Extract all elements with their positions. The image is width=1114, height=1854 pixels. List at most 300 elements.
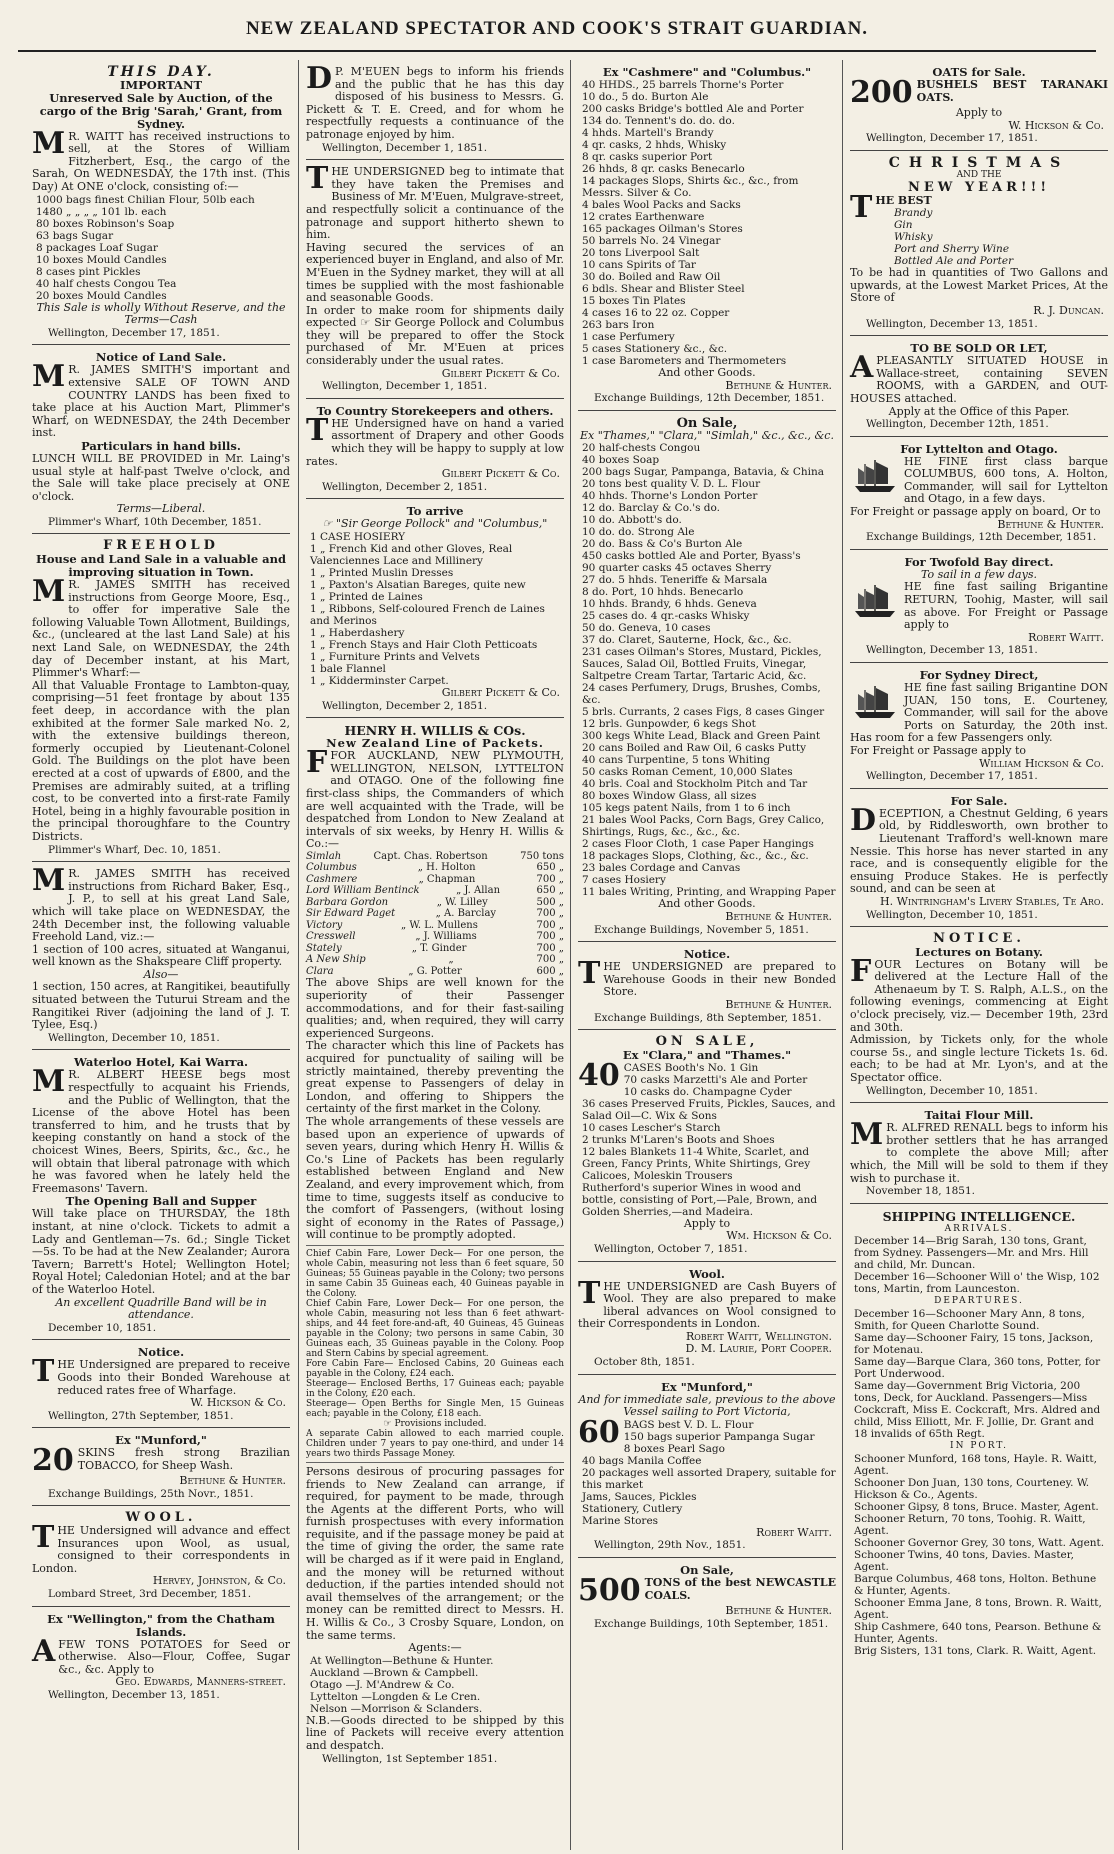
- shipping-intelligence: [850, 1208, 1108, 1662]
- ship-ship: Stately: [306, 942, 342, 954]
- table-row: [306, 920, 564, 932]
- list-item: Port and Sherry Wine: [894, 243, 1010, 256]
- fare-note: Steerage— Enclosed Berths, 17 Guineas each; payable in the Colony, £20 each.: [306, 1378, 564, 1399]
- list-item: BAGS best V. D. L. Flour: [623, 1418, 754, 1431]
- list-item: 12 brls. Gunpowder, 6 kegs Shot: [582, 718, 756, 731]
- list-item: Auckland —Brown & Campbell.: [310, 1666, 479, 1679]
- list-item: CASES Booth's No. 1 Gin: [623, 1061, 759, 1074]
- drop-cap: M: [850, 1117, 884, 1153]
- list-item: 105 kegs patent Nails, from 1 to 6 inch: [582, 802, 791, 815]
- goods-list: [578, 79, 836, 367]
- list-item: 1 „ Kidderminster Carpet.: [310, 675, 449, 687]
- list-item: 1 „ Haberdashery: [310, 627, 405, 639]
- list-item: 4 hhds. Martell's Brandy: [582, 127, 714, 139]
- drop-cap: M: [32, 863, 66, 899]
- advert-date: Wellington, December 10, 1851.: [866, 908, 1038, 921]
- list-item: 10 boxes Mould Candles: [36, 253, 167, 266]
- list-item: Schooner Don Juan, 130 tons, Courteney. W. Hickson & Co., Agents.: [854, 1476, 1090, 1501]
- list-item: 231 cases Oilman's Stores, Mustard, Pickles, Sauces, Salad Oil, Bottled Fruits, Vinegar, Saltpetre Cream Tartar, Tartaric Acid, &c.: [582, 646, 822, 683]
- advert-item: 1 section, 150 acres, at Rangitikei, beautifully situated between the Tuturui Stream and the Rangitikei River (adjoining the land of J. T. Tylee, Esq.): [32, 980, 290, 1032]
- list-item: 6 bdls. Shear and Blister Steel: [582, 283, 745, 295]
- ship-captain: „ W. L. Mullens: [401, 919, 478, 931]
- advert-body: HE UNDERSIGNED are Cash Buyers of Wool. They are also prepared to make liberal advances on Wool consigned to their Correspondents in London.: [578, 1279, 836, 1331]
- list-item: 40 hhds. Thorne's London Porter: [582, 490, 758, 503]
- drop-cap: M: [32, 125, 66, 161]
- list-item: 27 do. 5 hhds. Teneriffe & Marsala: [582, 574, 768, 587]
- list-item: 40 brls. Coal and Stockholm Pitch and Tar: [582, 778, 808, 791]
- advert-heading: ON SALE,: [655, 1034, 759, 1050]
- list-item: Schooner Return, 70 tons, Toohig. R. Waitt, Agent.: [854, 1512, 1086, 1537]
- table-row: [306, 885, 564, 897]
- advert-signature: Hervey, Johnston, & Co.: [152, 1574, 286, 1588]
- ship-tons: 700 „: [536, 942, 564, 954]
- list-item: 11 bales Writing, Printing, and Wrapping Paper: [582, 886, 836, 899]
- goods-list: [578, 442, 836, 898]
- list-item: 40 half chests Congou Tea: [36, 277, 177, 290]
- advert-heading: To arrive: [406, 504, 464, 519]
- advert-body: R. ALFRED RENALL begs to inform his brother settlers that he has arranged to complete the above Mill; after which, the Mill will be sold to them if they wish to purchase it.: [850, 1121, 1108, 1185]
- list-item: Schooner Governor Grey, 30 tons, Watt. Agent.: [854, 1536, 1105, 1549]
- advert-signature: Gilbert Pickett & Co.: [441, 467, 560, 481]
- agents-list: [306, 1655, 564, 1715]
- advert-body: HE BEST: [875, 193, 932, 207]
- list-item: 24 cases Perfumery, Drugs, Brushes, Combs, &c.: [582, 682, 821, 707]
- list-item: Same day—Government Brig Victoria, 200 tons, Deck, for Auckland. Passengers—Miss Cockcraft, Miss E. Cockcraft, Mrs. Aldred and child, Miss Elliott, Mr. F. Jollie, Dr. Grant and 18 invalids of 65th Regt.: [854, 1379, 1101, 1440]
- advert-body: The above Ships are well known for the superiority of their Passenger accommodations, and for their fast-sailing qualities; and, when required, they will carry experienced Surgeons.: [306, 976, 564, 1040]
- advert-body: HE UNDERSIGNED beg to intimate that they have taken the Premises and Business of Mr. M'Euen, Mulgrave-street, and respectfully solicit a continuance of the patronage and support hitherto shewn to him.: [306, 165, 564, 242]
- advert-date: Wellington, December 17, 1851.: [866, 770, 1038, 783]
- list-item: 8 qr. casks superior Port: [582, 151, 713, 163]
- list-item: 10 casks do. Champagne Cyder: [623, 1085, 792, 1098]
- list-item: 1 case Perfumery: [582, 331, 675, 343]
- advert-heading: Waterloo Hotel, Kai Warra.: [73, 1055, 249, 1070]
- advert-sydney-direct: [850, 667, 1108, 789]
- quantity-number: 200: [850, 75, 913, 110]
- ship-captain: Capt. Chas. Robertson: [373, 850, 488, 862]
- advert-title: Lectures on Botany.: [915, 944, 1043, 959]
- advert-on-sale-thames: [578, 415, 836, 942]
- list-item: 20 half-chests Congou: [582, 442, 701, 455]
- advert-date: Wellington, December 17, 1851.: [866, 132, 1038, 145]
- advert-heading: On Sale,: [676, 415, 738, 431]
- advert-date: Exchange Buildings, 8th September, 1851.: [594, 1011, 822, 1024]
- advert-date: Wellington, December 17, 1851.: [48, 326, 220, 339]
- list-item: 12 bales Blankets 11-4 White, Scarlet, and Green, Fancy Prints, White Shirtings, Grey Calicoes, Moleskin Trousers: [582, 1145, 811, 1182]
- list-item: Gin: [894, 219, 913, 232]
- advert-body: For Freight or Passage apply to: [850, 743, 1027, 757]
- advert-signature: Bethune & Hunter.: [725, 378, 832, 392]
- list-item: 80 boxes Robinson's Soap: [36, 217, 175, 230]
- advert-heading: For Twofold Bay direct.: [904, 554, 1054, 569]
- list-item: 1 „ French Stays and Hair Cloth Petticoats: [310, 639, 538, 651]
- advert-title: New Zealand Line of Packets.: [326, 736, 544, 751]
- list-item: 200 bags Sugar, Pampanga, Batavia, & China: [582, 466, 825, 479]
- drop-cap: T: [850, 189, 873, 225]
- advert-heading: For Sale.: [950, 793, 1008, 808]
- advert-waterloo-hotel: [32, 1054, 290, 1340]
- advert-subheading: ☞ "Sir George Pollock" and "Columbus,": [322, 517, 548, 531]
- advert-body: HE Undersigned will advance and effect Insurances upon Wool, as usual, consigned to their correspondents in London.: [32, 1524, 290, 1575]
- list-item: 50 do. Geneva, 10 cases: [582, 622, 711, 635]
- ship-tons: 700 „: [536, 954, 564, 966]
- advert-heading: On Sale,: [680, 1563, 734, 1578]
- list-item: 1000 bags finest Chilian Flour, 50lb each: [36, 193, 255, 206]
- list-item: 36 cases Preserved Fruits, Pickles, Sauces, and Salad Oil—C. Wix & Sons: [582, 1097, 836, 1122]
- list-item: 4 bales Wool Packs and Sacks: [582, 199, 741, 211]
- goods-list: [306, 531, 564, 687]
- list-item: 300 kegs White Lead, Black and Green Paint: [582, 730, 821, 743]
- advert-body: Persons desirous of procuring passages for friends to New Zealand can arrange, if required, for payment to be made, through the Agents at the different Ports, who will furnish prospectuses with every information requisite, and if the passage money be paid at the time of giving the order, the same rate will be charged as if it were paid in England, and the money will be returned without deduction, if the parties intended should not avail themselves of the arrangement; or the money can be remitted direct to Messrs. H. H. Willis & Co., 3 Crosby Square, London, on the same terms.: [306, 1464, 564, 1642]
- list-item: December 16—Schooner Will o' the Wisp, 102 tons, Martin, from Launceston.: [854, 1271, 1100, 1296]
- ship-tons: 650 „: [536, 862, 564, 874]
- advert-heading: To Country Storekeepers and others.: [316, 403, 554, 418]
- advert-body: HE FINE first class barque COLUMBUS, 600 tons, A. Holton, Commander, will sail for Lyttelton and Otago, in a few days.: [904, 454, 1108, 506]
- drop-cap: T: [32, 1354, 55, 1390]
- advert-subheading: IMPORTANT: [119, 77, 203, 92]
- drop-cap: T: [32, 1520, 55, 1556]
- drop-cap: M: [32, 1064, 66, 1100]
- ship-captain: „ J. Williams: [415, 931, 477, 943]
- ship-ship: Lord William Bentinck: [306, 885, 420, 897]
- list-item: Schooner Twins, 40 tons, Davies. Master, Agent.: [854, 1548, 1074, 1573]
- fare-note: Chief Cabin Fare, Lower Deck— For one person, the whole Cabin, measuring not less than 6 feet square, 50 Guineas; 55 Guineas payable in the Colony; two persons in same Cabin 35 Guineas each, 40 Guineas payable in the Colony.: [306, 1248, 564, 1299]
- list-item: 70 casks Marzetti's Ale and Porter: [623, 1073, 808, 1086]
- advert-christmas: [850, 155, 1108, 336]
- goods-list: [850, 207, 1108, 267]
- column-divider: [570, 60, 571, 1850]
- list-item: 23 bales Cordage and Canvas: [582, 862, 741, 875]
- advert-signature: Bethune & Hunter.: [725, 909, 832, 923]
- ship-tons: 600 „: [536, 965, 564, 977]
- drop-cap: T: [306, 161, 329, 197]
- masthead-rule: [18, 50, 1096, 52]
- list-item: Same day—Schooner Fairy, 15 tons, Jackson, for Motenau.: [854, 1331, 1094, 1356]
- list-item: 40 bags Manila Coffee: [582, 1454, 702, 1467]
- list-item: 10 cases Lescher's Starch: [582, 1121, 721, 1134]
- advert-body: TONS of the best NEWCASTLE COALS.: [644, 1576, 836, 1602]
- ship-captain: „ Chapman: [418, 873, 476, 885]
- list-item: 4 cases 16 to 22 oz. Copper: [582, 307, 730, 319]
- arrivals-list: [850, 1235, 1108, 1295]
- ship-captain: „ A. Barclay: [435, 908, 497, 920]
- list-item: 450 casks bottled Ale and Porter, Byass's: [582, 550, 801, 563]
- advert-signature: Gilbert Pickett & Co.: [441, 686, 560, 699]
- newspaper-title: NEW ZEALAND SPECTATOR AND COOK'S STRAIT GUARDIAN.: [245, 18, 869, 39]
- advert-body: PLEASANTLY SITUATED HOUSE in Wallace-street, containing SEVEN ROOMS, with a GARDEN, and OUT-HOUSES attached.: [850, 354, 1108, 405]
- advert-date: Plimmer's Wharf, Dec. 10, 1851.: [48, 843, 221, 856]
- advert-lyttelton-otago: [850, 441, 1108, 550]
- section-heading: SHIPPING INTELLIGENCE.: [882, 1208, 1076, 1224]
- advert-body: HE fine fast sailing Brigantine RETURN, Toohig, Master, will sail as above. For Freight or Passage apply to: [904, 580, 1108, 632]
- list-item: 7 cases Hosiery: [582, 874, 666, 887]
- advert-signature: Bethune & Hunter.: [725, 997, 832, 1011]
- list-item: 1 „ Ribbons, Self-coloured French de Laines and Merinos: [310, 603, 545, 627]
- advert-signature: Geo. Edwards, Manners-street.: [115, 1675, 286, 1689]
- advert-heading: TO BE SOLD OR LET,: [910, 341, 1048, 356]
- section-subheading: IN PORT.: [950, 1440, 1008, 1451]
- list-item: Otago —J. M'Andrew & Co.: [310, 1678, 455, 1691]
- advert-date: Wellington, December 1, 1851.: [322, 141, 488, 154]
- advert-body: N.B.—Goods directed to be shipped by this line of Packets will receive every attention and despatch.: [306, 1713, 564, 1752]
- list-item: 1 „ Furniture Prints and Velvets: [310, 651, 480, 663]
- ship-tons: 700 „: [536, 931, 564, 943]
- list-item: 25 cases do. 4 qr.-casks Whisky: [582, 610, 750, 623]
- fare-note: A separate Cabin allowed to each married couple. Children under 7 years to pay one-third, and under 14 years two thirds Passage Money.: [306, 1428, 564, 1459]
- list-item: 10 do. do. Strong Ale: [582, 526, 695, 539]
- advert-freehold: [32, 538, 290, 862]
- advert-heading: HENRY H. WILLIS & COs.: [344, 723, 526, 739]
- list-item: 14 packages Slops, Shirts &c., &c., from Messrs. Silver & Co.: [582, 175, 799, 199]
- advert-bonded-notice: [32, 1344, 290, 1428]
- list-item: Nelson —Morrison & Sclanders.: [310, 1702, 483, 1715]
- ship-tons: 650 „: [536, 885, 564, 897]
- ship-ship: Clara: [306, 965, 334, 977]
- list-item: 10 hhds. Brandy, 6 hhds. Geneva: [582, 598, 757, 611]
- ship-captain: „ T. Ginder: [411, 942, 467, 954]
- advert-heading: For Lyttelton and Otago.: [900, 441, 1058, 456]
- advert-signature: William Hickson & Co.: [979, 756, 1104, 770]
- list-item: Marine Stores: [582, 1514, 659, 1527]
- list-item: 40 cans Turpentine, 5 tons Whiting: [582, 754, 771, 767]
- advert-body: To be had in quantities of Two Gallons and upwards, at the Lowest Market Prices, At the Store of: [850, 266, 1108, 305]
- advert-signature: Robert Waitt, Wellington.: [685, 1329, 832, 1343]
- advert-heading: NOTICE.: [933, 931, 1025, 947]
- list-item: 12 do. Barclay & Co.'s do.: [582, 502, 720, 515]
- ship-icon: [850, 581, 900, 621]
- list-item: 8 packages Loaf Sugar: [36, 241, 158, 254]
- advert-body: ECEPTION, a Chestnut Gelding, 6 years old, by Riddlesworth, own brother to Lieutenant Trafford's well-known mare Nessie. This horse has never started in any race, and is consequently eligible for the ensuing Produce Stakes. He is perfectly sound, and can be seen at: [850, 806, 1108, 896]
- advert-freehold-land: [32, 863, 290, 1050]
- advert-body: For Freight or passage apply on board, Or to: [850, 505, 1101, 519]
- ship-captain: „ J. Allan: [456, 885, 501, 897]
- table-row: [306, 897, 564, 909]
- ship-ship: Barbara Gordon: [306, 896, 389, 908]
- advert-signature: W. Hickson & Co.: [1008, 118, 1104, 132]
- advert-body: HE Undersigned are prepared to receive Goods into their Bonded Warehouse at reduced rates free of Wharfage.: [57, 1358, 290, 1397]
- ship-captain: „ G. Potter: [408, 965, 462, 977]
- drop-cap: D: [306, 61, 333, 96]
- advert-subheading: Particulars in hand bills.: [81, 438, 241, 453]
- advert-heading: THIS DAY.: [107, 64, 215, 80]
- column-1: [26, 60, 296, 1850]
- advert-date: Exchange Buildings, 12th December, 1851.: [866, 531, 1097, 544]
- list-item: 26 hhds, 8 qr. casks Benecarlo: [582, 163, 745, 175]
- ship-tons: 700 „: [536, 873, 564, 885]
- ship-captain: „ W. Lilley: [436, 896, 488, 908]
- ship-icon: [850, 682, 900, 722]
- advert-body: R. JAMES SMITH has received instructions from George Moore, Esq., to offer for imperative Sale the following Valuable Town Allotment, Buildings, &c., (uncleared at the last Land Sale) at his next Land Sale, on WEDNESDAY, the 24th day of December instant, at his Mart, Plimmer's Wharf:—: [32, 578, 290, 680]
- drop-cap: F: [850, 953, 872, 989]
- advert-date: Exchange Buildings, November 5, 1851.: [594, 923, 809, 936]
- list-item: Schooner Munford, 168 tons, Hayle. R. Waitt, Agent.: [854, 1452, 1097, 1477]
- list-item: Schooner Emma Jane, 8 tons, Brown. R. Waitt, Agent.: [854, 1596, 1102, 1621]
- list-item: 20 packages well assorted Drapery, suitable for this market: [582, 1466, 836, 1491]
- advert-heading: For Sydney Direct,: [919, 668, 1039, 682]
- ship-captain: „ H. Holton: [417, 862, 476, 874]
- drop-cap: D: [850, 802, 877, 838]
- advert-munford-tobacco: [32, 1432, 290, 1506]
- advert-and: AND THE: [956, 170, 1002, 181]
- advert-heading: WOOL.: [125, 1510, 197, 1526]
- ship-captain: „: [448, 954, 454, 966]
- advert-munford-flour: [578, 1379, 836, 1558]
- quantity-number: 60: [578, 1414, 620, 1450]
- advert-date: Wellington, December 1, 1851.: [322, 380, 488, 393]
- advert-terms: Terms—Liberal.: [116, 502, 206, 516]
- list-item: 40 boxes Soap: [582, 454, 660, 467]
- list-item: Whisky: [894, 231, 933, 244]
- list-item: Same day—Barque Clara, 360 tons, Potter, for Port Underwood.: [854, 1355, 1101, 1380]
- advert-heading: Wool.: [689, 1266, 725, 1281]
- list-item: 80 boxes Window Glass, all sizes: [582, 790, 757, 803]
- advert-body: R. JAMES SMITH'S important and extensive SALE OF TOWN AND COUNTRY LANDS has been fixed to take place at his Auction Mart, Plimmer's Wharf, on WEDNESDAY, the 24th December inst.: [32, 363, 290, 440]
- list-item: 8 cases pint Pickles: [36, 265, 141, 278]
- advert-body: R. JAMES SMITH has received instructions from Richard Baker, Esq., J. P., to sell at his great Land Sale, which will take place on WEDNESDAY, the 24th December inst, the following valuable Freehold Land, viz.:—: [32, 867, 290, 944]
- advert-signature: Bethune & Hunter.: [997, 517, 1104, 531]
- advert-pickett-premises: [306, 161, 564, 399]
- advert-body: The character which this line of Packets has acquired for punctuality of sailing will be strictly maintained, thereby preventing the great expense to Passengers of delay in London, and offering to Shippers the certainty of the first market in the Colony.: [306, 1039, 564, 1116]
- list-item: 12 crates Earthenware: [582, 211, 705, 223]
- list-item: 150 bags superior Pampanga Sugar: [623, 1430, 815, 1443]
- list-item: 200 casks Bridge's bottled Ale and Porter: [582, 103, 804, 115]
- ship-tons: 700 „: [536, 919, 564, 931]
- ship-tons: 500 „: [536, 896, 564, 908]
- advert-land-sale: [32, 349, 290, 534]
- list-item: 20 do. Bass & Co's Burton Ale: [582, 538, 743, 551]
- list-item: 134 do. Tennent's do. do. do.: [582, 115, 735, 127]
- list-item: 8 do. Port, 10 hhds. Benecarlo: [582, 586, 744, 599]
- table-row: [306, 862, 564, 874]
- advert-heading: NEW YEAR!!!: [907, 179, 1051, 195]
- advert-heading: OATS for Sale.: [932, 65, 1026, 79]
- advert-heading: Ex "Cashmere" and "Columbus.": [602, 65, 812, 79]
- advert-date: Exchange Buildings, 25th Novr., 1851.: [48, 1487, 254, 1500]
- quantity-number: 40: [578, 1057, 620, 1093]
- advert-other: And other Goods.: [658, 897, 756, 911]
- ship-ship: Columbus: [306, 862, 357, 874]
- advert-apply: Apply to: [683, 1216, 731, 1230]
- table-row: [306, 943, 564, 955]
- advert-body: HE fine fast sailing Brigantine DON JUAN, 150 tons, E. Courteney, Commander, will sail for the above Ports on Saturday, the 20th inst. Has room for a few Passengers only.: [850, 681, 1108, 745]
- advert-body: P. M'EUEN begs to inform his friends and the public that he has this day disposed of his business to Messrs. G. Pickett & T. E. Creed, and for whom he respectfully requests a continuance of the patronage enjoyed by him.: [306, 65, 564, 141]
- advert-body: HE UNDERSIGNED are prepared to Warehouse Goods in their new Bonded Store.: [603, 960, 836, 999]
- list-item: 10 do. Abbott's do.: [582, 514, 682, 527]
- section-subheading: DEPARTURES.: [934, 1296, 1024, 1307]
- list-item: 5 cases Stationery &c., &c.: [582, 343, 728, 355]
- table-row: [306, 874, 564, 886]
- advert-potatoes: [32, 1611, 290, 1707]
- advert-also: Also—: [143, 967, 179, 981]
- list-item: 165 packages Oilman's Stores: [582, 223, 743, 235]
- advert-subheading: Ex "Thames," "Clara," "Simlah," &c., &c., &c.: [580, 428, 834, 442]
- drop-cap: T: [578, 956, 601, 992]
- list-item: Brig Sisters, 131 tons, Clark. R. Waitt, Agent.: [854, 1644, 1097, 1657]
- advert-date: Wellington, 1st September 1851.: [322, 1752, 498, 1765]
- advert-horse-for-sale: [850, 793, 1108, 927]
- list-item: Jams, Sauces, Pickles: [582, 1490, 697, 1503]
- drop-cap: T: [306, 412, 329, 448]
- advert-signature: Robert Waitt.: [756, 1525, 832, 1539]
- ship-tons: 750 tons: [520, 850, 564, 862]
- column-2: [300, 60, 570, 1850]
- advert-signature: H. Wintringham's Livery Stables, Te Aro.: [880, 894, 1104, 908]
- list-item: Brandy: [894, 207, 933, 220]
- fare-note: Fore Cabin Fare— Enclosed Cabins, 20 Guineas each payable in the Colony, £24 each.: [306, 1358, 564, 1379]
- drop-cap: T: [578, 1275, 601, 1311]
- table-row: [306, 931, 564, 943]
- advert-signature: Wm. Hickson & Co.: [726, 1229, 832, 1243]
- advert-signature: Bethune & Hunter.: [725, 1604, 832, 1618]
- list-item: 20 tons best quality V. D. L. Flour: [582, 478, 761, 491]
- advert-heading: Notice.: [137, 1345, 185, 1360]
- list-item: 2 trunks M'Laren's Boots and Shoes: [582, 1133, 775, 1146]
- advert-date: Wellington, October 7, 1851.: [594, 1242, 748, 1255]
- list-item: 263 bars Iron: [582, 319, 655, 331]
- advert-item: 1 section of 100 acres, situated at Wanganui, well known as the Shakspeare Cliff property.: [32, 942, 290, 969]
- advert-body: The whole arrangements of these vessels are based upon an experience of upwards of seven years, during which Henry H. Willis & Co.'s Line of Packets has been regularly established between England and New Zealand, and every improvement which, from time to time, suggests itself as conducive to the comfort of Passengers, (without losing sight of economy in the Rates of Passage,) will continue to be promptly adopted.: [306, 1114, 564, 1242]
- list-item: 40 HHDS., 25 barrels Thorne's Porter: [582, 79, 784, 91]
- list-item: 20 tons Liverpool Salt: [582, 247, 700, 259]
- list-item: Stationery, Cutlery: [582, 1502, 683, 1515]
- advert-signature: R. J. Duncan.: [1033, 303, 1104, 317]
- list-item: 10 do., 5 do. Burton Ale: [582, 91, 709, 103]
- advert-flour-mill: [850, 1107, 1108, 1204]
- masthead: [0, 0, 1114, 56]
- list-item: 63 bags Sugar: [36, 229, 114, 242]
- advert-botany-lectures: [850, 931, 1108, 1103]
- ships-table: [306, 851, 564, 978]
- advert-date: December 10, 1851.: [48, 1321, 157, 1334]
- advert-body: BUSHELS BEST TARANAKI OATS.: [916, 78, 1108, 104]
- ship-ship: A New Ship: [306, 954, 366, 966]
- advert-coals: [578, 1562, 836, 1635]
- advert-date: Wellington, December 10, 1851.: [48, 1031, 220, 1044]
- advert-heading: Ex "Munford,": [661, 1379, 753, 1394]
- advert-body: OUR Lectures on Botany will be delivered at the Lecture Hall of the Athenaeum by T. S. Ralph, A.L.S., on the following evenings, commencing at Eight o'clock precisely, viz.— December 19th, 23rd and 30th.: [850, 957, 1108, 1034]
- advert-date: October 8th, 1851.: [594, 1356, 695, 1369]
- advert-signature: Bethune & Hunter.: [179, 1474, 286, 1488]
- list-item: 5 brls. Currants, 2 cases Figs, 8 cases Ginger: [582, 706, 825, 719]
- advert-oats: [850, 64, 1108, 151]
- list-item: 1 „ French Kid and other Gloves, Real Valenciennes Lace and Millinery: [310, 543, 513, 567]
- advert-heading: Notice.: [683, 947, 731, 962]
- advert-body: All that Valuable Frontage to Lambton-quay, comprising—51 feet frontage by about 135 feet deep, in accordance with the plan exhibited at the former Sale marked No. 2, with the extensive buildings thereon, formerly occupied by Lieutenant-Colonel Gold. The Buildings on the plot have been erected at a cost of upwards of £800, and the Premises are admirably suited, at a trifling cost, to be converted into a first-rate Family Hotel, being in a highly favourable position in the principal thoroughfare to the Country Districts.: [32, 678, 290, 843]
- advert-house-to-let: [850, 340, 1108, 437]
- section-subheading: ARRIVALS.: [944, 1223, 1014, 1234]
- goods-list: [32, 194, 290, 302]
- advert-willis-packets: [306, 722, 564, 1770]
- advert-date: Exchange Buildings, 10th September, 1851.: [594, 1617, 829, 1630]
- advert-signature: D. M. Laurie, Port Cooper.: [685, 1342, 832, 1356]
- list-item: 15 boxes Tin Plates: [582, 295, 686, 307]
- list-item: 10 cans Spirits of Tar: [582, 259, 696, 271]
- column-4: [844, 60, 1114, 1850]
- advert-body: R. WAITT has received instructions to sell, at the Stores of William Fitzherbert, Esq., the cargo of the Sarah, On WEDNESDAY, the 17th inst. (This Day) At ONE o'clock, consisting of:—: [32, 129, 290, 193]
- ship-ship: Sir Edward Paget: [306, 908, 396, 920]
- advert-heading: Taitai Flour Mill.: [924, 1108, 1034, 1123]
- fare-note: ☞ Provisions included.: [383, 1418, 487, 1429]
- advert-twofold-bay: [850, 554, 1108, 663]
- ship-ship: Victory: [306, 919, 343, 931]
- list-item: 1 „ Printed Muslin Dresses: [310, 567, 454, 579]
- column-divider: [842, 60, 843, 1850]
- advert-body: Admission, by Tickets only, for the whole course 5s., and single lecture Tickets 1s. 6d. each; to be had at Mr. Lyon's, and at the Spectator office.: [850, 1033, 1108, 1085]
- column-divider: [298, 60, 299, 1850]
- advert-date: November 18, 1851.: [866, 1185, 975, 1198]
- list-item: 90 quarter casks 45 octaves Sherry: [582, 562, 772, 575]
- agents-heading: Agents:—: [408, 1641, 462, 1655]
- advert-apply: Apply at the Office of this Paper.: [888, 404, 1070, 418]
